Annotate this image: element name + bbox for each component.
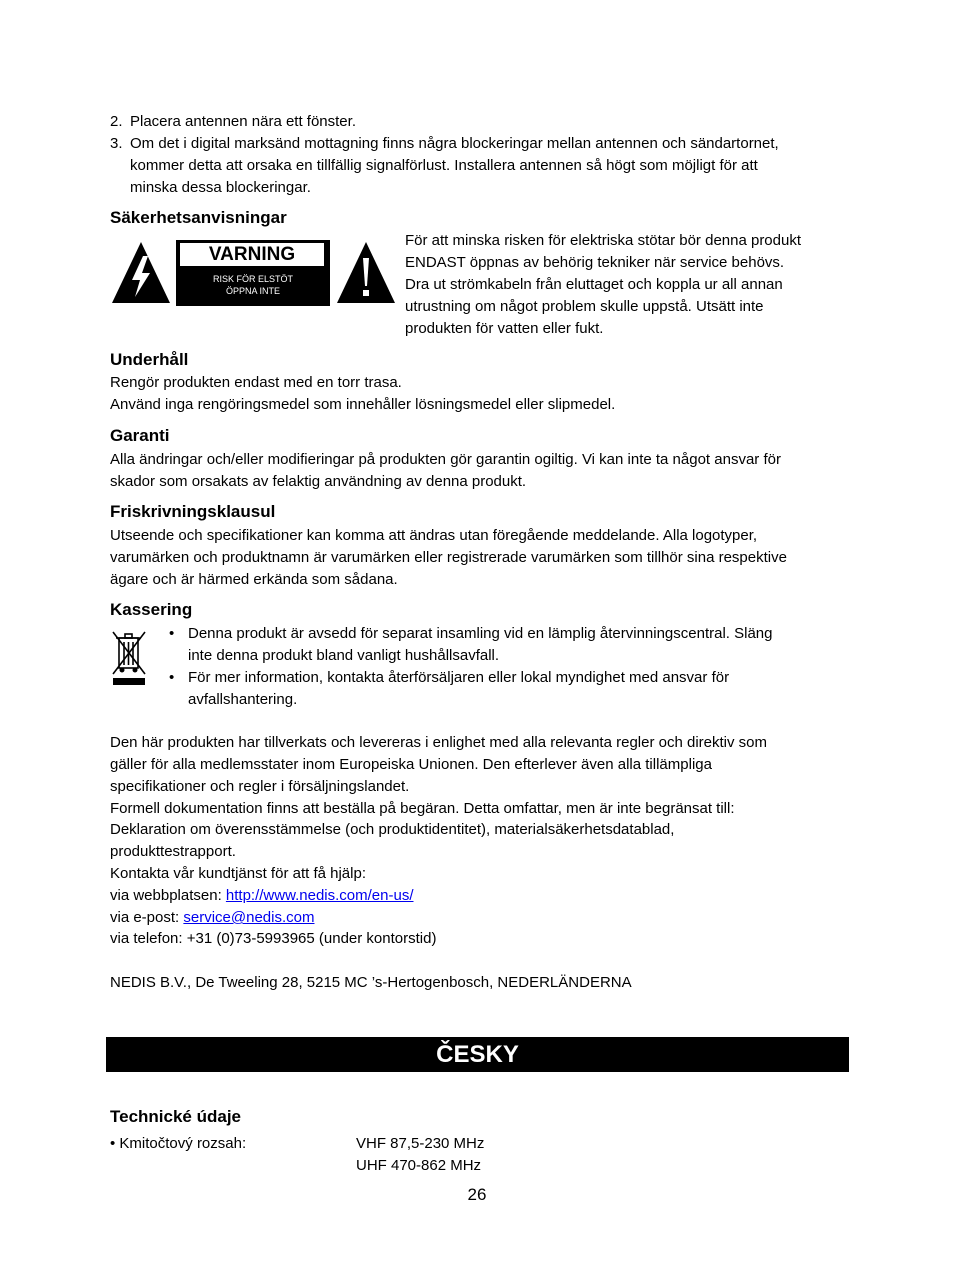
paragraph-line: Den här produkten har tillverkats och levereras i enlighet med alla relevanta regler och direktiv som (110, 734, 767, 751)
bullet-text-line: Denna produkt är avsedd för separat insamling vid en lämplig återvinningscentral. Släng (188, 625, 773, 642)
section-heading-disposal: Kassering (110, 600, 193, 619)
safety-text-line: Dra ut strömkabeln från eluttaget och koppla ur all annan (405, 276, 783, 293)
electric-shock-warning-icon (110, 240, 172, 305)
safety-text-line: ENDAST öppnas av behörig tekniker när service behövs. (405, 254, 785, 271)
company-address: NEDIS B.V., De Tweeling 28, 5215 MC ’s-Hertogenbosch, NEDERLÄNDERNA (110, 974, 632, 991)
paragraph-line: Deklaration om överensstämmelse (och produktidentitet), materialsäkerhetsdatablad, (110, 821, 675, 838)
paragraph-line: gäller för alla medlemsstater inom Europeiska Unionen. Den efterlever även alla tillämpliga (110, 756, 712, 773)
paragraph-line: Använd inga rengöringsmedel som innehåller lösningsmedel eller slipmedel. (110, 396, 616, 413)
paragraph-line: Alla ändringar och/eller modifieringar på produkten gör garantin ogiltig. Vi kan inte ta något ansvar för (110, 451, 781, 468)
paragraph-line: Rengör produkten endast med en torr trasa. (110, 374, 402, 391)
warning-line-1: RISK FÖR ELSTÖT (212, 274, 293, 284)
exclamation-warning-icon (335, 240, 397, 305)
paragraph-line: specifikationer och regler i försäljningslandet. (110, 778, 410, 795)
paragraph-line: Kontakta vår kundtjänst för att få hjälp: (110, 865, 366, 882)
bullet-dot: • (169, 625, 175, 642)
warning-line-2: ÖPPNA INTE (225, 286, 280, 296)
paragraph-line: Utseende och specifikationer kan komma att ändras utan föregående meddelande. Alla logotyper, (110, 527, 758, 544)
section-heading-maintenance: Underhåll (110, 350, 189, 369)
bullet-text-line: avfallshantering. (188, 691, 298, 708)
email-contact-line: via e-post: service@nedis.com (110, 909, 315, 926)
paragraph-line: produkttestrapport. (110, 843, 236, 860)
section-heading-disclaimer: Friskrivningsklausul (110, 502, 276, 521)
section-heading-specs: Technické údaje (110, 1107, 242, 1126)
safety-text-line: produkten för vatten eller fukt. (405, 320, 604, 337)
list-item: 2. Placera antennen nära ett fönster. (110, 113, 356, 130)
paragraph-line: skador som orsakats av felaktig användning av denna produkt. (110, 473, 527, 490)
phone-contact-line: via telefon: +31 (0)73-5993965 (under kontorstid) (110, 930, 437, 947)
weee-crossed-bin-icon (110, 628, 148, 686)
safety-text-line: För att minska risken för elektriska stötar bör denna produkt (405, 232, 802, 249)
bullet-text-line: För mer information, kontakta återförsäljaren eller lokal myndighet med ansvar för (188, 669, 730, 686)
web-contact-line: via webbplatsen: http://www.nedis.com/en-us/ (110, 887, 414, 904)
spec-label: • Kmitočtový rozsah: (110, 1135, 247, 1152)
warning-title: VARNING (180, 243, 324, 266)
section-heading-warranty: Garanti (110, 426, 170, 445)
paragraph-line: ägare och är härmed erkända som sådana. (110, 571, 398, 588)
bullet-dot: • (169, 669, 175, 686)
safety-text-line: utrustning om något problem skulle uppstå. Utsätt inte (405, 298, 764, 315)
language-banner: ČESKY (106, 1037, 849, 1072)
section-heading-safety: Säkerhetsanvisningar (110, 208, 287, 227)
website-link[interactable]: http://www.nedis.com/en-us/ (225, 887, 414, 904)
bullet-text-line: inte denna produkt bland vanligt hushållsavfall. (188, 647, 500, 664)
list-item-continuation: kommer detta att orsaka en tillfällig signalförlust. Installera antennen så högt som möjligt för att (130, 157, 758, 174)
spec-value: UHF 470-862 MHz (356, 1157, 482, 1174)
warning-label (176, 240, 330, 306)
page-number: 26 (467, 1185, 487, 1204)
paragraph-line: varumärken och produktnamn är varumärken eller registrerade varumärken som tillhör sina respektive (110, 549, 787, 566)
list-item-continuation: minska dessa blockeringar. (130, 179, 311, 196)
spec-value: VHF 87,5-230 MHz (356, 1135, 485, 1152)
email-link[interactable]: service@nedis.com (183, 909, 315, 926)
list-item: 3. Om det i digital marksänd mottagning finns några blockeringar mellan antennen och sändartornet, (110, 135, 779, 152)
paragraph-line: Formell dokumentation finns att beställa på begäran. Detta omfattar, men är inte begränsat till: (110, 800, 735, 817)
